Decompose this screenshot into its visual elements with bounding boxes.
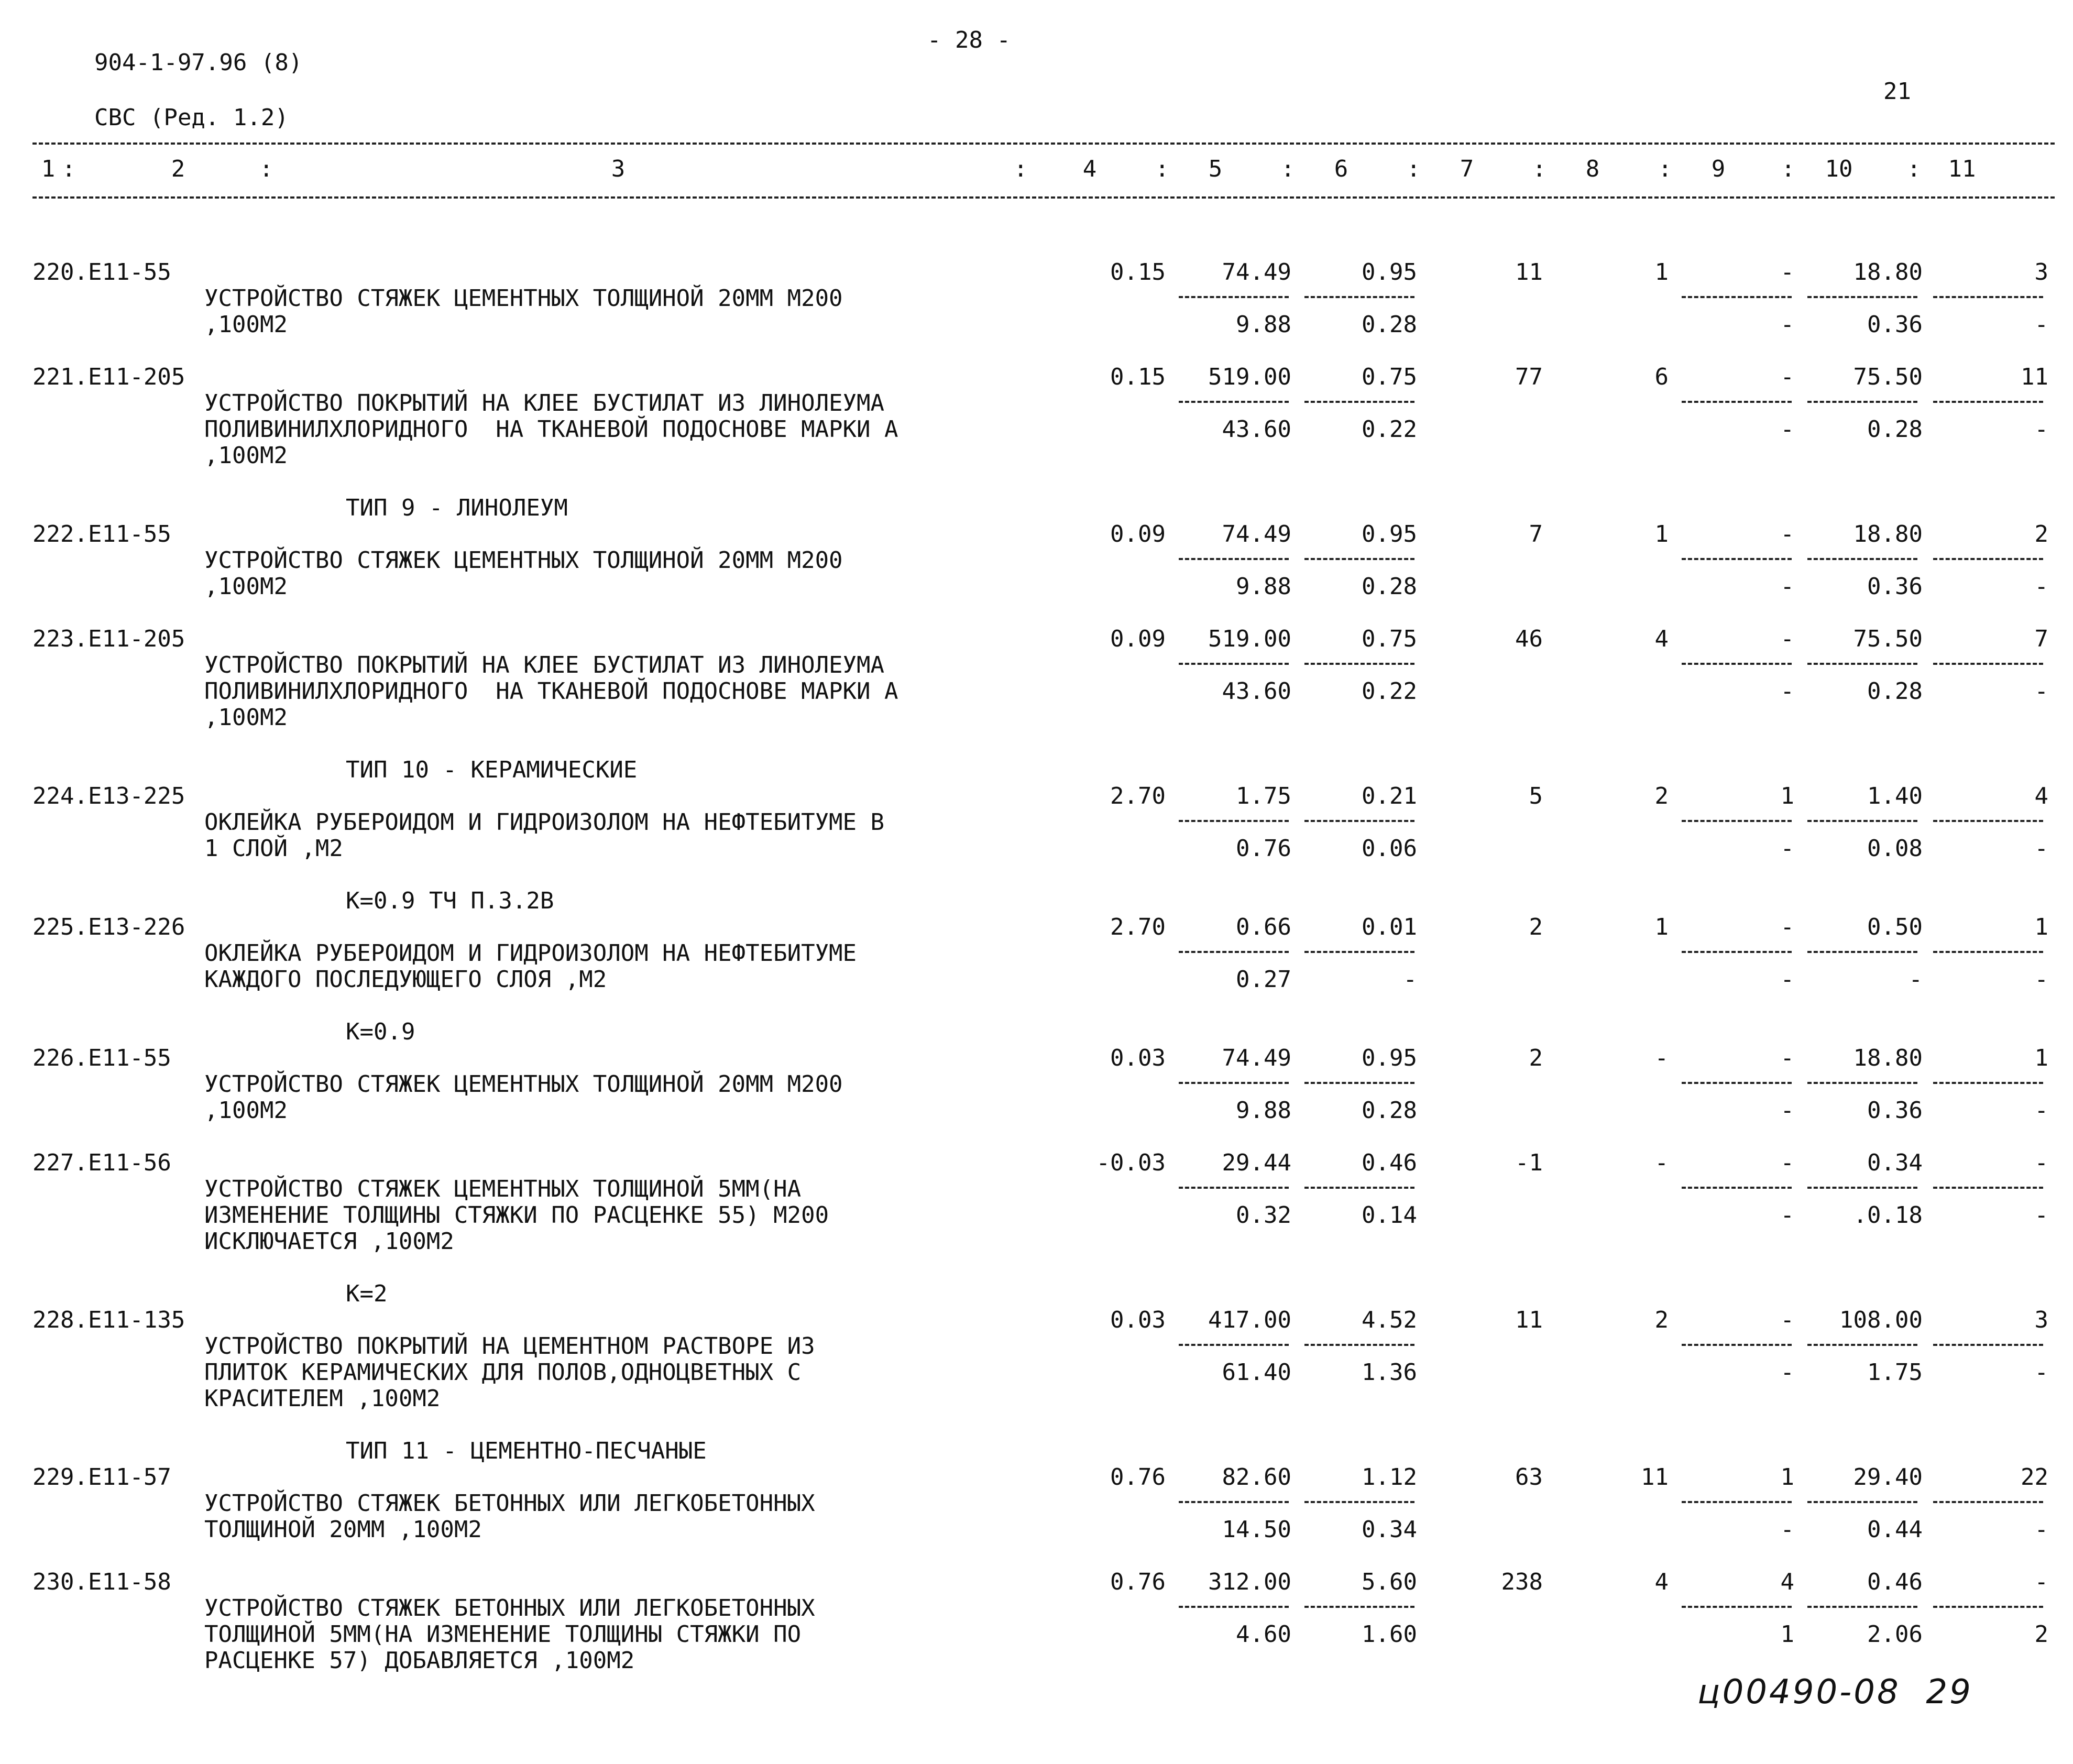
quantity-cell: -0.03 bbox=[1096, 1149, 1166, 1176]
col10-cell: 29.40 bbox=[1853, 1464, 1923, 1491]
cost-sub-cell: 9.88 bbox=[1236, 1097, 1291, 1124]
row-description: УСТРОЙСТВО СТЯЖЕК ЦЕМЕНТНЫХ ТОЛЩИНОЙ 5ММ(НА bbox=[204, 1176, 802, 1202]
row-description: ,100М2 bbox=[204, 573, 288, 600]
col11-cell: 3 bbox=[2034, 1307, 2048, 1333]
row-code: 227.Е11-56 bbox=[32, 1149, 171, 1176]
fraction-rule bbox=[1682, 1501, 1792, 1503]
fraction-rule bbox=[1933, 1344, 2043, 1346]
col9-sub-cell: - bbox=[1780, 1097, 1794, 1124]
fraction-rule bbox=[1682, 820, 1792, 822]
fraction-rule bbox=[1807, 820, 1917, 822]
fraction-rule bbox=[1179, 401, 1289, 403]
column-header: 11 bbox=[1948, 156, 1976, 182]
col11-sub-cell: - bbox=[2034, 311, 2048, 338]
fraction-rule bbox=[1807, 1082, 1917, 1084]
col10-cell: 108.00 bbox=[1839, 1307, 1923, 1333]
col10-cell: 75.50 bbox=[1853, 364, 1923, 390]
column-header: 6 bbox=[1334, 156, 1348, 182]
row-description: УСТРОЙСТВО СТЯЖЕК ЦЕМЕНТНЫХ ТОЛЩИНОЙ 20ММ М200 bbox=[204, 285, 843, 312]
fraction-rule bbox=[1933, 820, 2043, 822]
row-description: ,100М2 bbox=[204, 1097, 288, 1124]
fraction-rule bbox=[1933, 1082, 2043, 1084]
col7-cell: -1 bbox=[1515, 1149, 1543, 1176]
fraction-rule bbox=[1682, 558, 1792, 560]
column-header: 7 bbox=[1460, 156, 1474, 182]
section-heading: ТИП 11 - ЦЕМЕНТНО-ПЕСЧАНЫЕ bbox=[346, 1438, 707, 1464]
col6-sub-cell: 0.22 bbox=[1362, 416, 1417, 443]
section-heading: К=0.9 ТЧ П.3.2В bbox=[346, 888, 554, 914]
col7-cell: 2 bbox=[1529, 1045, 1543, 1071]
fraction-rule bbox=[1933, 1187, 2043, 1189]
col9-sub-cell: 1 bbox=[1780, 1621, 1794, 1648]
col11-cell: 4 bbox=[2034, 783, 2048, 809]
col10-sub-cell: .0.18 bbox=[1853, 1202, 1923, 1229]
fraction-rule bbox=[1179, 1344, 1289, 1346]
col9-cell: 4 bbox=[1780, 1569, 1794, 1595]
fraction-rule bbox=[1179, 1082, 1289, 1084]
col8-cell: 11 bbox=[1641, 1464, 1669, 1491]
col6-sub-cell: 0.28 bbox=[1362, 1097, 1417, 1124]
col11-cell: 7 bbox=[2034, 626, 2048, 652]
program-version: СВС (Ред. 1.2) bbox=[94, 104, 289, 131]
col10-cell: 0.46 bbox=[1867, 1569, 1923, 1595]
column-header: 1 bbox=[41, 156, 56, 182]
col9-sub-cell: - bbox=[1780, 1516, 1794, 1543]
fraction-rule bbox=[1304, 1606, 1414, 1608]
cost-sub-cell: 43.60 bbox=[1222, 678, 1291, 705]
col9-sub-cell: - bbox=[1780, 416, 1794, 443]
column-header: 4 bbox=[1082, 156, 1097, 182]
fraction-rule bbox=[1179, 1187, 1289, 1189]
col6-cell: 1.12 bbox=[1362, 1464, 1417, 1491]
col9-cell: - bbox=[1780, 259, 1794, 286]
fraction-rule bbox=[1179, 663, 1289, 665]
cost-total-cell: 74.49 bbox=[1222, 1045, 1291, 1071]
section-heading: К=0.9 bbox=[346, 1018, 415, 1045]
quantity-cell: 0.76 bbox=[1110, 1464, 1166, 1491]
col7-cell: 46 bbox=[1515, 626, 1543, 652]
quantity-cell: 0.15 bbox=[1110, 259, 1166, 286]
quantity-cell: 0.09 bbox=[1110, 626, 1166, 652]
row-description: ИЗМЕНЕНИЕ ТОЛЩИНЫ СТЯЖКИ ПО РАСЦЕНКЕ 55) М200 bbox=[204, 1202, 829, 1229]
col11-cell: 2 bbox=[2034, 521, 2048, 547]
col8-cell: 6 bbox=[1654, 364, 1669, 390]
column-header: 3 bbox=[611, 156, 626, 182]
col11-sub-cell: - bbox=[2034, 678, 2048, 705]
column-separator: : bbox=[1155, 156, 1169, 182]
row-code: 230.Е11-58 bbox=[32, 1569, 171, 1595]
fraction-rule bbox=[1682, 1082, 1792, 1084]
fraction-rule bbox=[1807, 296, 1917, 298]
col10-sub-cell: 0.44 bbox=[1867, 1516, 1923, 1543]
fraction-rule bbox=[1807, 951, 1917, 953]
col10-sub-cell: 2.06 bbox=[1867, 1621, 1923, 1648]
col7-cell: 11 bbox=[1515, 259, 1543, 286]
cost-sub-cell: 9.88 bbox=[1236, 311, 1291, 338]
column-separator: : bbox=[1281, 156, 1295, 182]
col10-cell: 75.50 bbox=[1853, 626, 1923, 652]
cost-sub-cell: 4.60 bbox=[1236, 1621, 1291, 1648]
col10-cell: 1.40 bbox=[1867, 783, 1923, 809]
col6-cell: 0.46 bbox=[1362, 1149, 1417, 1176]
col8-cell: - bbox=[1654, 1149, 1669, 1176]
column-header: 5 bbox=[1208, 156, 1223, 182]
col9-cell: - bbox=[1780, 626, 1794, 652]
row-description: ,100М2 bbox=[204, 704, 288, 731]
quantity-cell: 2.70 bbox=[1110, 914, 1166, 940]
fraction-rule bbox=[1682, 663, 1792, 665]
fraction-rule bbox=[1682, 1344, 1792, 1346]
col7-cell: 5 bbox=[1529, 783, 1543, 809]
col10-sub-cell: 0.36 bbox=[1867, 311, 1923, 338]
fraction-rule bbox=[1933, 401, 2043, 403]
row-description: ТОЛЩИНОЙ 20ММ ,100М2 bbox=[204, 1516, 482, 1543]
col11-cell: - bbox=[2034, 1569, 2048, 1595]
fraction-rule bbox=[1682, 1187, 1792, 1189]
col11-sub-cell: 2 bbox=[2034, 1621, 2048, 1648]
col6-cell: 0.75 bbox=[1362, 626, 1417, 652]
col9-sub-cell: - bbox=[1780, 835, 1794, 862]
cost-total-cell: 519.00 bbox=[1208, 626, 1291, 652]
column-separator: : bbox=[1781, 156, 1795, 182]
col8-cell: 1 bbox=[1654, 259, 1669, 286]
row-code: 220.Е11-55 bbox=[32, 259, 171, 286]
row-code: 225.Е13-226 bbox=[32, 914, 185, 940]
handwritten-stamp: ц00490-08 29 bbox=[1697, 1673, 1973, 1712]
row-description: КРАСИТЕЛЕМ ,100М2 bbox=[204, 1385, 441, 1412]
col8-cell: 1 bbox=[1654, 914, 1669, 940]
fraction-rule bbox=[1304, 1082, 1414, 1084]
row-description: ПЛИТОК КЕРАМИЧЕСКИХ ДЛЯ ПОЛОВ,ОДНОЦВЕТНЫХ С bbox=[204, 1359, 802, 1386]
col11-cell: 22 bbox=[2021, 1464, 2048, 1491]
row-description: ИСКЛЮЧАЕТСЯ ,100М2 bbox=[204, 1228, 454, 1255]
fraction-rule bbox=[1807, 663, 1917, 665]
col6-cell: 4.52 bbox=[1362, 1307, 1417, 1333]
quantity-cell: 2.70 bbox=[1110, 783, 1166, 809]
col6-cell: 0.95 bbox=[1362, 521, 1417, 547]
cost-total-cell: 74.49 bbox=[1222, 521, 1291, 547]
col7-cell: 77 bbox=[1515, 364, 1543, 390]
col11-sub-cell: - bbox=[2034, 1516, 2048, 1543]
cost-sub-cell: 43.60 bbox=[1222, 416, 1291, 443]
fraction-rule bbox=[1179, 296, 1289, 298]
header-rule-bottom bbox=[32, 196, 2055, 199]
col6-sub-cell: 1.36 bbox=[1362, 1359, 1417, 1386]
col11-sub-cell: - bbox=[2034, 573, 2048, 600]
col6-sub-cell: 0.22 bbox=[1362, 678, 1417, 705]
row-description: ПОЛИВИНИЛХЛОРИДНОГО НА ТКАНЕВОЙ ПОДОСНОВЕ МАРКИ А bbox=[204, 678, 898, 705]
cost-total-cell: 0.66 bbox=[1236, 914, 1291, 940]
col7-cell: 238 bbox=[1501, 1569, 1543, 1595]
fraction-rule bbox=[1933, 663, 2043, 665]
col10-sub-cell: 1.75 bbox=[1867, 1359, 1923, 1386]
cost-total-cell: 1.75 bbox=[1236, 783, 1291, 809]
col11-cell: 1 bbox=[2034, 1045, 2048, 1071]
row-description: УСТРОЙСТВО ПОКРЫТИЙ НА ЦЕМЕНТНОМ РАСТВОРЕ ИЗ bbox=[204, 1333, 815, 1360]
fraction-rule bbox=[1682, 1606, 1792, 1608]
cost-sub-cell: 9.88 bbox=[1236, 573, 1291, 600]
col6-cell: 0.95 bbox=[1362, 259, 1417, 286]
row-description: ОКЛЕЙКА РУБЕРОИДОМ И ГИДРОИЗОЛОМ НА НЕФТЕБИТУМЕ В bbox=[204, 809, 885, 836]
col6-sub-cell: 0.28 bbox=[1362, 573, 1417, 600]
col9-cell: - bbox=[1780, 364, 1794, 390]
fraction-rule bbox=[1304, 1501, 1414, 1503]
cost-sub-cell: 61.40 bbox=[1222, 1359, 1291, 1386]
col10-cell: 0.34 bbox=[1867, 1149, 1923, 1176]
col11-sub-cell: - bbox=[2034, 1359, 2048, 1386]
fraction-rule bbox=[1179, 951, 1289, 953]
col7-cell: 63 bbox=[1515, 1464, 1543, 1491]
cost-sub-cell: 14.50 bbox=[1222, 1516, 1291, 1543]
column-separator: : bbox=[1532, 156, 1546, 182]
row-description: 1 СЛОЙ ,М2 bbox=[204, 835, 343, 862]
fraction-rule bbox=[1682, 296, 1792, 298]
col6-sub-cell: 0.06 bbox=[1362, 835, 1417, 862]
row-description: ПОЛИВИНИЛХЛОРИДНОГО НА ТКАНЕВОЙ ПОДОСНОВЕ МАРКИ А bbox=[204, 416, 898, 443]
quantity-cell: 0.15 bbox=[1110, 364, 1166, 390]
col10-cell: 18.80 bbox=[1853, 521, 1923, 547]
cost-total-cell: 519.00 bbox=[1208, 364, 1291, 390]
row-description: ,100М2 bbox=[204, 442, 288, 469]
col9-cell: 1 bbox=[1780, 1464, 1794, 1491]
fraction-rule bbox=[1304, 558, 1414, 560]
column-separator: : bbox=[1907, 156, 1921, 182]
page-number: - 28 - bbox=[927, 27, 1011, 53]
row-description: УСТРОЙСТВО ПОКРЫТИЙ НА КЛЕЕ БУСТИЛАТ ИЗ ЛИНОЛЕУМА bbox=[204, 652, 885, 678]
col6-sub-cell: 0.14 bbox=[1362, 1202, 1417, 1229]
fraction-rule bbox=[1304, 1344, 1414, 1346]
col6-cell: 0.75 bbox=[1362, 364, 1417, 390]
fraction-rule bbox=[1179, 1501, 1289, 1503]
cost-total-cell: 312.00 bbox=[1208, 1569, 1291, 1595]
fraction-rule bbox=[1933, 1501, 2043, 1503]
column-separator: : bbox=[259, 156, 273, 182]
col10-cell: 18.80 bbox=[1853, 1045, 1923, 1071]
row-description: УСТРОЙСТВО ПОКРЫТИЙ НА КЛЕЕ БУСТИЛАТ ИЗ ЛИНОЛЕУМА bbox=[204, 390, 885, 417]
cost-total-cell: 417.00 bbox=[1208, 1307, 1291, 1333]
col10-cell: 18.80 bbox=[1853, 259, 1923, 286]
col9-sub-cell: - bbox=[1780, 573, 1794, 600]
col9-sub-cell: - bbox=[1780, 1202, 1794, 1229]
col9-sub-cell: - bbox=[1780, 311, 1794, 338]
fraction-rule bbox=[1807, 1606, 1917, 1608]
document-code: 904-1-97.96 (8) bbox=[94, 49, 303, 76]
col10-cell: 0.50 bbox=[1867, 914, 1923, 940]
col9-cell: - bbox=[1780, 1045, 1794, 1071]
col11-sub-cell: - bbox=[2034, 1097, 2048, 1124]
col9-cell: - bbox=[1780, 914, 1794, 940]
section-heading: ТИП 10 - КЕРАМИЧЕСКИЕ bbox=[346, 757, 638, 783]
col9-sub-cell: - bbox=[1780, 678, 1794, 705]
fraction-rule bbox=[1807, 1501, 1917, 1503]
column-header: 8 bbox=[1585, 156, 1600, 182]
sheet-number: 21 bbox=[1883, 78, 1911, 105]
quantity-cell: 0.03 bbox=[1110, 1307, 1166, 1333]
cost-total-cell: 29.44 bbox=[1222, 1149, 1291, 1176]
col9-cell: - bbox=[1780, 1149, 1794, 1176]
col8-cell: 4 bbox=[1654, 1569, 1669, 1595]
col8-cell: 2 bbox=[1654, 1307, 1669, 1333]
fraction-rule bbox=[1179, 558, 1289, 560]
cost-sub-cell: 0.27 bbox=[1236, 966, 1291, 993]
col9-cell: 1 bbox=[1780, 783, 1794, 809]
col8-cell: 4 bbox=[1654, 626, 1669, 652]
col7-cell: 7 bbox=[1529, 521, 1543, 547]
fraction-rule bbox=[1807, 1344, 1917, 1346]
cost-sub-cell: 0.32 bbox=[1236, 1202, 1291, 1229]
row-code: 223.Е11-205 bbox=[32, 626, 185, 652]
fraction-rule bbox=[1933, 951, 2043, 953]
column-separator: : bbox=[1407, 156, 1421, 182]
column-separator: : bbox=[1014, 156, 1028, 182]
col11-sub-cell: - bbox=[2034, 835, 2048, 862]
section-heading: ТИП 9 - ЛИНОЛЕУМ bbox=[346, 495, 568, 521]
row-description: УСТРОЙСТВО СТЯЖЕК ЦЕМЕНТНЫХ ТОЛЩИНОЙ 20ММ М200 bbox=[204, 547, 843, 574]
fraction-rule bbox=[1304, 296, 1414, 298]
col8-cell: 1 bbox=[1654, 521, 1669, 547]
row-description: УСТРОЙСТВО СТЯЖЕК БЕТОННЫХ ИЛИ ЛЕГКОБЕТОННЫХ bbox=[204, 1490, 815, 1517]
col9-cell: - bbox=[1780, 1307, 1794, 1333]
col8-cell: 2 bbox=[1654, 783, 1669, 809]
cost-total-cell: 74.49 bbox=[1222, 259, 1291, 286]
col10-sub-cell: 0.36 bbox=[1867, 573, 1923, 600]
fraction-rule bbox=[1933, 1606, 2043, 1608]
cost-sub-cell: 0.76 bbox=[1236, 835, 1291, 862]
col10-sub-cell: 0.28 bbox=[1867, 416, 1923, 443]
fraction-rule bbox=[1682, 401, 1792, 403]
column-header: 10 bbox=[1825, 156, 1853, 182]
section-heading: К=2 bbox=[346, 1280, 388, 1307]
col9-sub-cell: - bbox=[1780, 966, 1794, 993]
row-code: 226.Е11-55 bbox=[32, 1045, 171, 1071]
row-description: УСТРОЙСТВО СТЯЖЕК ЦЕМЕНТНЫХ ТОЛЩИНОЙ 20ММ М200 bbox=[204, 1071, 843, 1098]
column-separator: : bbox=[1658, 156, 1672, 182]
row-description: РАСЦЕНКЕ 57) ДОБАВЛЯЕТСЯ ,100М2 bbox=[204, 1647, 635, 1674]
row-description: ОКЛЕЙКА РУБЕРОИДОМ И ГИДРОИЗОЛОМ НА НЕФТЕБИТУМЕ bbox=[204, 940, 857, 967]
row-code: 229.Е11-57 bbox=[32, 1464, 171, 1491]
col10-sub-cell: - bbox=[1909, 966, 1923, 993]
fraction-rule bbox=[1304, 820, 1414, 822]
fraction-rule bbox=[1304, 951, 1414, 953]
row-code: 222.Е11-55 bbox=[32, 521, 171, 547]
col7-cell: 2 bbox=[1529, 914, 1543, 940]
col7-cell: 11 bbox=[1515, 1307, 1543, 1333]
row-code: 228.Е11-135 bbox=[32, 1307, 185, 1333]
column-header: 9 bbox=[1711, 156, 1726, 182]
fraction-rule bbox=[1682, 951, 1792, 953]
fraction-rule bbox=[1933, 296, 2043, 298]
fraction-rule bbox=[1807, 1187, 1917, 1189]
col6-sub-cell: - bbox=[1403, 966, 1417, 993]
fraction-rule bbox=[1304, 1187, 1414, 1189]
quantity-cell: 0.76 bbox=[1110, 1569, 1166, 1595]
row-description: КАЖДОГО ПОСЛЕДУЮЩЕГО СЛОЯ ,М2 bbox=[204, 966, 607, 993]
col6-sub-cell: 0.34 bbox=[1362, 1516, 1417, 1543]
col9-cell: - bbox=[1780, 521, 1794, 547]
col6-sub-cell: 1.60 bbox=[1362, 1621, 1417, 1648]
col11-sub-cell: - bbox=[2034, 966, 2048, 993]
row-description: ТОЛЩИНОЙ 5ММ(НА ИЗМЕНЕНИЕ ТОЛЩИНЫ СТЯЖКИ ПО bbox=[204, 1621, 802, 1648]
col11-cell: 11 bbox=[2021, 364, 2048, 390]
fraction-rule bbox=[1304, 663, 1414, 665]
fraction-rule bbox=[1933, 558, 2043, 560]
col11-cell: 3 bbox=[2034, 259, 2048, 286]
cost-total-cell: 82.60 bbox=[1222, 1464, 1291, 1491]
row-code: 224.Е13-225 bbox=[32, 783, 185, 809]
row-description: УСТРОЙСТВО СТЯЖЕК БЕТОННЫХ ИЛИ ЛЕГКОБЕТОННЫХ bbox=[204, 1595, 815, 1621]
col9-sub-cell: - bbox=[1780, 1359, 1794, 1386]
fraction-rule bbox=[1304, 401, 1414, 403]
col10-sub-cell: 0.08 bbox=[1867, 835, 1923, 862]
col11-sub-cell: - bbox=[2034, 1202, 2048, 1229]
col11-cell: 1 bbox=[2034, 914, 2048, 940]
col6-cell: 0.01 bbox=[1362, 914, 1417, 940]
header-rule-top bbox=[32, 143, 2055, 145]
col10-sub-cell: 0.28 bbox=[1867, 678, 1923, 705]
fraction-rule bbox=[1179, 820, 1289, 822]
col8-cell: - bbox=[1654, 1045, 1669, 1071]
fraction-rule bbox=[1179, 1606, 1289, 1608]
quantity-cell: 0.09 bbox=[1110, 521, 1166, 547]
col6-cell: 0.21 bbox=[1362, 783, 1417, 809]
quantity-cell: 0.03 bbox=[1110, 1045, 1166, 1071]
row-code: 221.Е11-205 bbox=[32, 364, 185, 390]
column-separator: : bbox=[62, 156, 76, 182]
column-header: 2 bbox=[171, 156, 185, 182]
col6-sub-cell: 0.28 bbox=[1362, 311, 1417, 338]
fraction-rule bbox=[1807, 401, 1917, 403]
col11-sub-cell: - bbox=[2034, 416, 2048, 443]
col10-sub-cell: 0.36 bbox=[1867, 1097, 1923, 1124]
col6-cell: 5.60 bbox=[1362, 1569, 1417, 1595]
col11-cell: - bbox=[2034, 1149, 2048, 1176]
row-description: ,100М2 bbox=[204, 311, 288, 338]
fraction-rule bbox=[1807, 558, 1917, 560]
col6-cell: 0.95 bbox=[1362, 1045, 1417, 1071]
